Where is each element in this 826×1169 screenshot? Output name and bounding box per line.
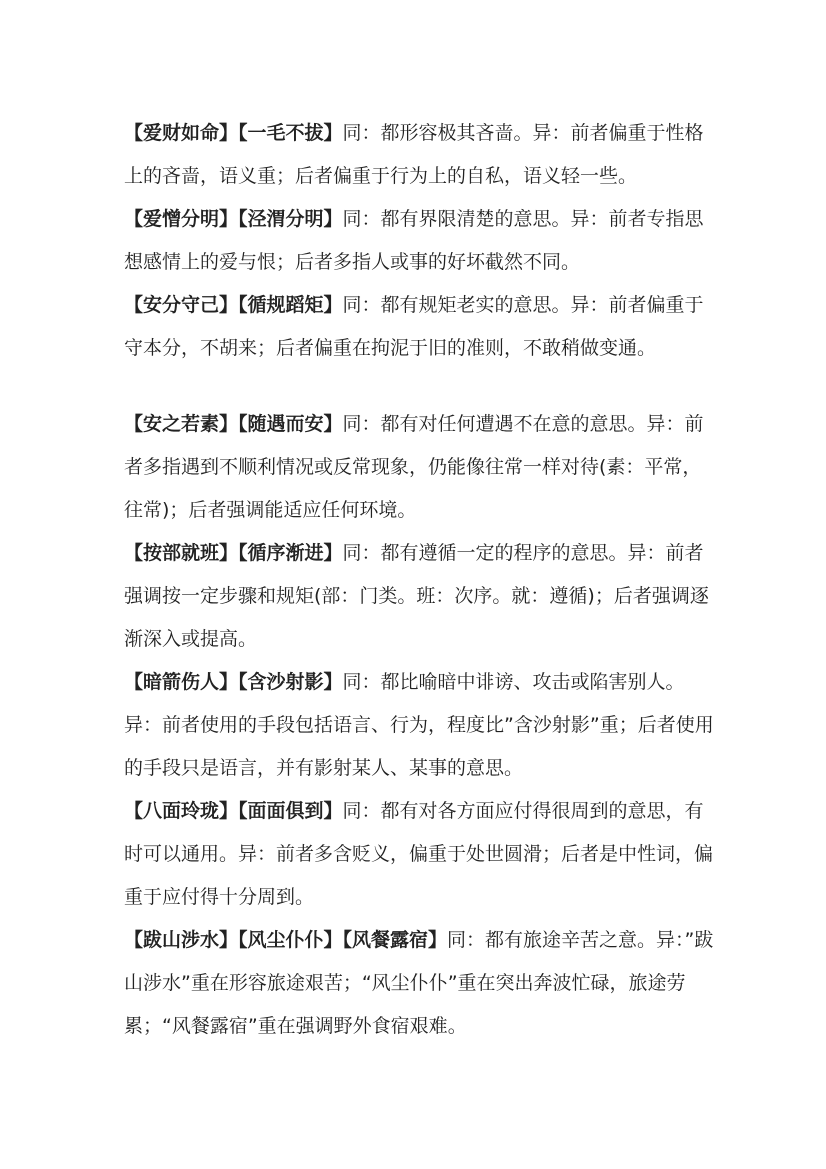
idiom-term: 【面面俱到】 [238,800,343,822]
idiom-term: 【风餐露宿】 [342,929,448,951]
entry-4 [124,403,714,532]
entry-1 [124,112,714,198]
entry-explanation: 同：都有规矩老实的意思。异：前者偏重于守本分，不胡来；后者偏重在拘泥于旧的准则，不敢稍做变通。 [124,294,704,359]
entry-explanation: 同：都有对各方面应付得很周到的意思，有时可以通用。异：前者多含贬义，偏重于处世圆滑；后者是中性词，偏重于应付得十分周到。 [124,800,714,908]
document-page [124,112,714,1048]
entry-7 [124,790,714,919]
idiom-term: 【跋山涉水】 [124,929,239,951]
idiom-term: 【循序渐进】 [238,542,343,564]
idiom-term: 【安分守己】 [124,294,239,316]
idiom-term: 【随遇而安】 [238,413,343,435]
entry-3 [124,284,714,370]
entry-explanation: 同：都有遵循一定的程序的意思。异：前者强调按一定步骤和规矩(部：门类。班：次序。就：遵循)；后者强调逐渐深入或提高。 [124,542,709,650]
entry-2 [124,198,714,284]
entry-8 [124,919,714,1048]
idiom-term: 【一毛不拔】 [238,122,343,144]
idiom-term: 【风尘仆仆】 [238,929,343,951]
entry-5 [124,532,714,661]
idiom-term: 【爱憎分明】 [124,208,239,230]
idiom-term: 【爱财如命】 [124,122,239,144]
idiom-term: 【含沙射影】 [238,671,343,693]
idiom-term: 【八面玲珑】 [124,800,239,822]
entry-6 [124,661,714,790]
idiom-term: 【安之若素】 [124,413,239,435]
idiom-term: 【按部就班】 [124,542,239,564]
entry-explanation: 同：都有对任何遭遇不在意的意思。异：前者多指遇到不顺利情况或反常现象，仍能像往常一样对待(素：平常，往常)；后者强调能适应任何环境。 [124,413,704,521]
idiom-term: 【暗箭伤人】 [124,671,239,693]
entry-explanation: 同：都有界限清楚的意思。异：前者专指思想感情上的爱与恨；后者多指人或事的好坏截然不同。 [124,208,704,273]
idiom-term: 【循规蹈矩】 [238,294,343,316]
entry-explanation: 同：都比喻暗中诽谤、攻击或陷害别人。异：前者使用的手段包括语言、行为，程度比”含沙射影”重；后者使用的手段只是语言，并有影射某人、某事的意思。 [124,671,714,779]
entry-explanation: 同：都形容极其吝啬。异：前者偏重于性格上的吝啬，语义重；后者偏重于行为上的自私，语义轻一些。 [124,122,704,187]
idiom-term: 【泾渭分明】 [238,208,343,230]
entry-explanation: 同：都有旅途辛苦之意。异：”跋山涉水”重在形容旅途艰苦；“风尘仆仆”重在突出奔波忙碌，旅途劳累；“风餐露宿”重在强调野外食宿艰难。 [124,929,714,1037]
